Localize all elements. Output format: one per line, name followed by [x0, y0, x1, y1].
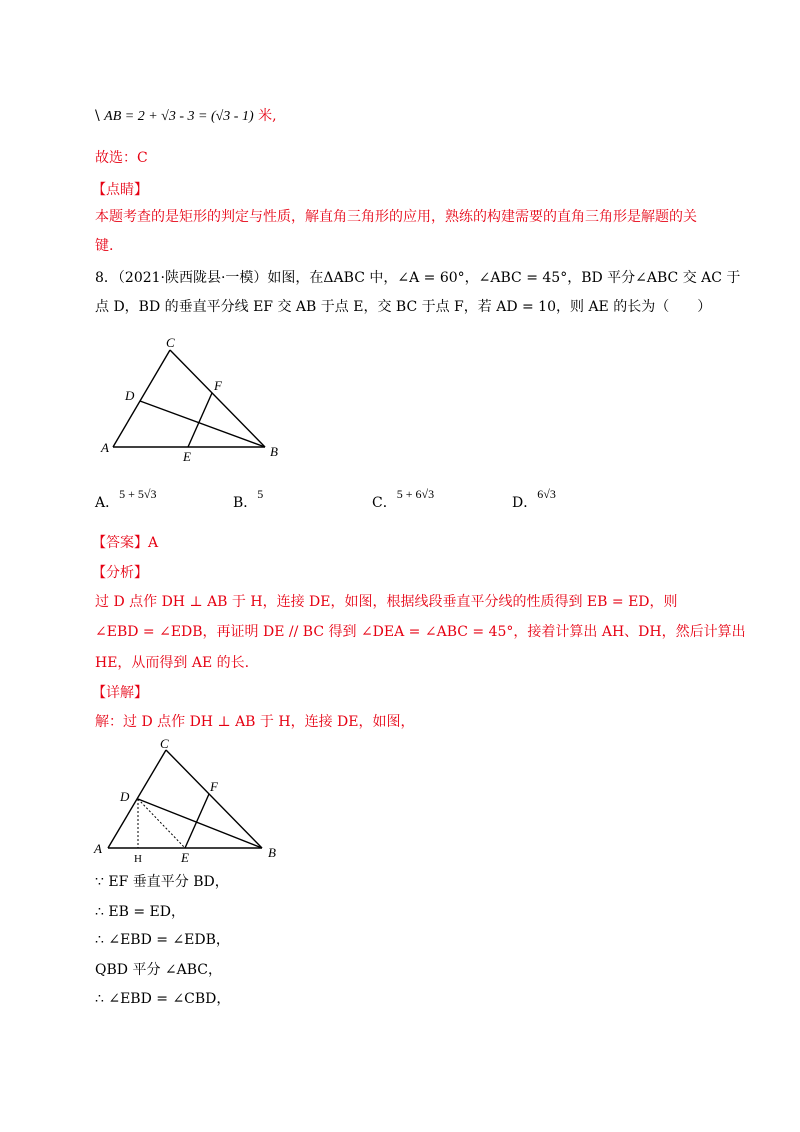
fig1-label-a: A [101, 440, 109, 455]
triangle-figure-1 [95, 335, 295, 465]
detail-step-3: ∴ ∠EBD = ∠EDB， [95, 932, 230, 948]
option-d-value: 6√3 [537, 487, 556, 501]
detail-step-4: QBD 平分 ∠ABC， [95, 962, 222, 978]
option-b-value: 5 [257, 487, 264, 501]
fig2-label-a: A [94, 841, 102, 856]
prev-unit: 米, [253, 108, 277, 124]
detail-step-2: ∴ EB = ED， [95, 904, 185, 920]
problem-line-1: 8．（2021·陕西陇县·一模）如图，在ΔABC 中，∠A = 60°，∠ABC = 45°，BD 平分∠ABC 交 AC 于 [95, 270, 741, 286]
fig2-label-h: H [134, 853, 142, 865]
triangle-figure-2 [90, 735, 290, 870]
answer-line [92, 533, 158, 553]
answer-tag: 【答案】 [92, 535, 148, 551]
detail-step-1: ∵ EF 垂直平分 BD， [95, 874, 229, 890]
fig2-label-e: E [181, 850, 189, 865]
fig1-label-b: B [270, 444, 278, 459]
problem-line-2: 点 D，BD 的垂直平分线 EF 交 AB 于点 E，交 BC 于点 F，若 AD = 10，则 AE 的长为（ ） [95, 299, 712, 315]
option-a [95, 487, 157, 513]
prev-solution-line [95, 106, 277, 127]
analysis-line-2: ∠EBD = ∠EDB，再证明 DE // BC 得到 ∠DEA = ∠ABC = 45°，接着计算出 AH、DH，然后计算出 [95, 624, 746, 640]
prev-answer: 故选：C [95, 150, 148, 166]
option-a-letter: A． [95, 495, 120, 511]
comment-tag: 【点睛】 [92, 182, 148, 198]
option-b-letter: B． [233, 495, 258, 511]
answer-value: A [148, 535, 159, 551]
option-c [372, 487, 435, 513]
fig2-label-b: B [268, 845, 276, 860]
detail-tag: 【详解】 [92, 685, 148, 701]
fig1-label-e: E [183, 449, 191, 464]
fig1-label-c: C [166, 335, 175, 350]
option-a-value: 5 + 5√3 [119, 487, 157, 501]
option-c-value: 5 + 6√3 [396, 487, 435, 501]
fig2-label-f: F [210, 779, 218, 794]
analysis-line-3: HE，从而得到 AE 的长. [95, 655, 250, 671]
fig2-label-d: D [120, 789, 130, 804]
option-d-letter: D． [512, 495, 538, 511]
option-c-letter: C． [372, 495, 397, 511]
analysis-line-1: 过 D 点作 DH ⊥ AB 于 H，连接 DE，如图，根据线段垂直平分线的性质得到 EB = ED，则 [95, 594, 678, 610]
analysis-tag: 【分析】 [92, 565, 148, 581]
detail-step-5: ∴ ∠EBD = ∠CBD， [95, 991, 231, 1007]
comment-line-1: 本题考查的是矩形的判定与性质，解直角三角形的应用，熟练的构建需要的直角三角形是解题的关 [95, 209, 697, 225]
prev-backslash: \ [95, 108, 105, 124]
option-b [233, 487, 264, 513]
fig1-label-d: D [125, 388, 135, 403]
detail-intro: 解：过 D 点作 DH ⊥ AB 于 H，连接 DE，如图， [95, 714, 415, 730]
fig2-label-c: C [160, 736, 169, 751]
option-d [512, 487, 556, 513]
comment-line-2: 键. [95, 238, 114, 254]
fig1-label-f: F [214, 378, 222, 393]
prev-formula: AB = 2 + √3 - 3 = (√3 - 1) [104, 109, 254, 124]
